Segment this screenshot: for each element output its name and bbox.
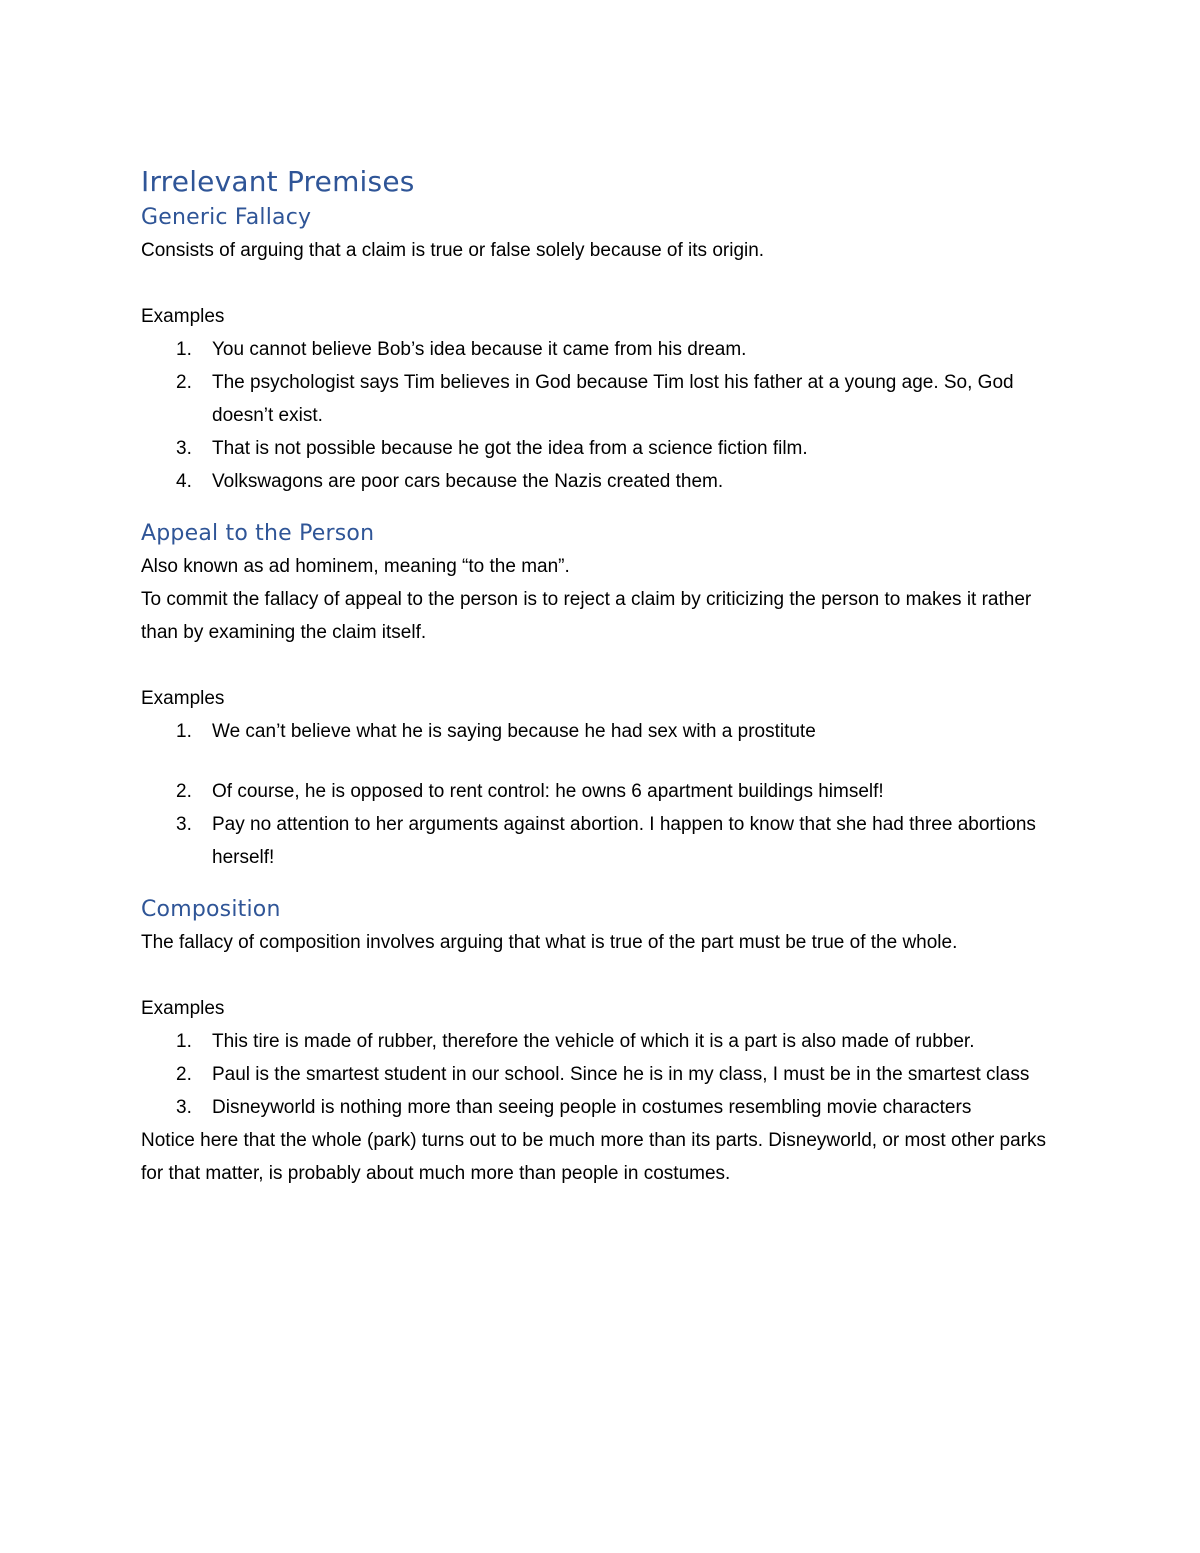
list-item-text: Paul is the smartest student in our school. Since he is in my class, I must be in the smartest class (212, 1064, 1030, 1085)
spacer (141, 874, 1061, 894)
list-item (141, 1091, 1061, 1124)
list-item-text: Pay no attention to her arguments against abortion. I happen to know that she had three abortions herself! (212, 814, 1036, 868)
list-item (141, 808, 1061, 874)
list-item-text: The psychologist says Tim believes in God because Tim lost his father at a young age. So, God doesn’t exist. (212, 372, 1014, 426)
section-definition: Consists of arguing that a claim is true or false solely because of its origin. (141, 240, 765, 261)
spacer (141, 498, 1061, 518)
list-number: 2. (176, 372, 192, 393)
list-number: 3. (176, 438, 192, 459)
section-definition: Also known as ad hominem, meaning “to the man”. (141, 556, 570, 577)
spacer (141, 267, 1061, 300)
list-item (141, 333, 1061, 366)
list-item-text: Of course, he is opposed to rent control: he owns 6 apartment buildings himself! (212, 781, 884, 802)
spacer (141, 748, 1061, 775)
section-definition: The fallacy of composition involves arguing that what is true of the part must be true of the whole. (141, 932, 958, 953)
list-item (141, 432, 1061, 465)
document-title: Irrelevant Premises (141, 165, 415, 198)
list-number: 3. (176, 814, 192, 835)
list-number: 1. (176, 1031, 192, 1052)
list-item (141, 465, 1061, 498)
examples-list (141, 333, 1061, 498)
examples-list (141, 715, 1061, 874)
list-item-text: Disneyworld is nothing more than seeing people in costumes resembling movie characters (212, 1097, 972, 1118)
list-item-text: This tire is made of rubber, therefore the vehicle of which it is a part is also made of rubber. (212, 1031, 975, 1052)
list-item (141, 715, 1061, 748)
list-item-text: We can’t believe what he is saying because he had sex with a prostitute (212, 721, 816, 742)
spacer (141, 649, 1061, 682)
list-number: 1. (176, 721, 192, 742)
section-heading-generic-fallacy: Generic Fallacy (141, 205, 312, 230)
spacer (141, 959, 1061, 992)
list-number: 1. (176, 339, 192, 360)
list-item (141, 1058, 1061, 1091)
list-item (141, 366, 1061, 432)
section-note: Notice here that the whole (park) turns out to be much more than its parts. Disneyworld, or most other parks for that matter, is probably about much more than people in costumes. (141, 1130, 1047, 1184)
examples-list (141, 1025, 1061, 1124)
list-item-text: You cannot believe Bob’s idea because it came from his dream. (212, 339, 747, 360)
examples-label: Examples (141, 688, 225, 709)
examples-label: Examples (141, 998, 225, 1019)
list-number: 2. (176, 1064, 192, 1085)
list-item-text: That is not possible because he got the idea from a science fiction film. (212, 438, 808, 459)
section-definition: To commit the fallacy of appeal to the person is to reject a claim by criticizing the person to makes it rather than by examining the claim itself. (141, 589, 1032, 643)
document-page (141, 162, 1061, 1190)
list-item (141, 775, 1061, 808)
section-heading-composition: Composition (141, 897, 281, 922)
list-number: 3. (176, 1097, 192, 1118)
list-number: 2. (176, 781, 192, 802)
list-number: 4. (176, 471, 192, 492)
list-item-text: Volkswagons are poor cars because the Nazis created them. (212, 471, 724, 492)
list-item (141, 1025, 1061, 1058)
examples-label: Examples (141, 306, 225, 327)
section-heading-appeal-to-the-person: Appeal to the Person (141, 521, 375, 546)
